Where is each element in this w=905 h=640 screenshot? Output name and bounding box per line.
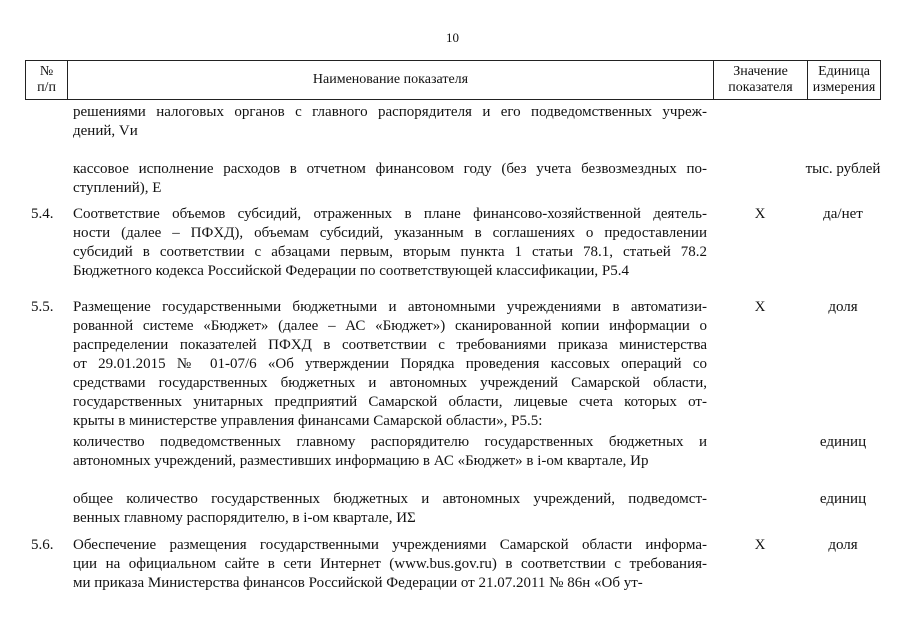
- row-name: [73, 160, 707, 198]
- row-unit: да/нет: [823, 206, 863, 222]
- indicators-table: [25, 60, 881, 591]
- row-name: [73, 433, 707, 471]
- row-value: Х: [754, 206, 766, 222]
- row-name-line: рованной системе «Бюджет» (далее – АС «Бюджет») сканированной копии информации о: [73, 318, 707, 334]
- row-name-line: общее количество государственных бюджетных и автономных учреждений, подведомст-: [73, 491, 707, 507]
- header-num: [26, 61, 68, 99]
- row-name: [73, 490, 707, 528]
- row-name-line: распределении показателей ПФХД в соответствии с требованиями приказа министерства: [73, 337, 707, 353]
- row-name: [73, 536, 707, 593]
- row-name-line: государственных унитарных предприятий Самарской области, лицевые счета которых от-: [73, 394, 707, 410]
- row-name-line: Обеспечение размещения государственными учреждениями Самарской области информа-: [73, 537, 707, 553]
- row-name-line: Соответствие объемов субсидий, отраженных в плане финансово-хозяйственной деятель-: [73, 206, 707, 222]
- row-name-line: ступлений), E: [73, 180, 162, 196]
- header-unit-line1: Единица: [818, 64, 870, 79]
- header-num-line1: №: [39, 64, 54, 79]
- row-unit: единиц: [819, 434, 867, 450]
- row-name-line: Бюджетного кодекса Российской Федерации по соответствующей классификации, P5.4: [73, 263, 630, 279]
- row-number: 5.4.: [31, 206, 54, 222]
- row-name: [73, 205, 707, 281]
- header-value-line2: показателя: [728, 80, 793, 95]
- row-name-line: субсидий в соответствии с абзацами первым, вторым пункта 1 статьи 78.1, статьей 78.2: [73, 244, 707, 260]
- row-name-line: решениями налоговых органов с главного распорядителя и его подведомственных учреж-: [73, 104, 707, 120]
- row-name-line: крыты в министерстве управления финансами Самарской области», P5.5:: [73, 413, 543, 429]
- row-unit: единиц: [819, 491, 867, 507]
- row-value: Х: [754, 537, 766, 553]
- row-name-line: ми приказа Министерства финансов Российской Федерации от 21.07.2011 № 86н «Об ут-: [73, 575, 643, 591]
- row-name-line: венных главному распорядителю, в i-ом квартале, ИΣ: [73, 510, 416, 526]
- row-name-line: автономных учреждений, разместивших информацию в АС «Бюджет» в i-ом квартале, Ир: [73, 453, 649, 469]
- row-name-line: от 29.01.2015 № 01-07/6 «Об утверждении Порядка проведения кассовых операций со: [73, 356, 707, 372]
- header-value: [714, 61, 808, 99]
- header-num-line2: п/п: [37, 80, 56, 95]
- row-name-line: кассовое исполнение расходов в отчетном финансовом году (без учета безвозмездных по-: [73, 161, 707, 177]
- row-name-line: средствами государственных бюджетных и автономных учреждений Самарской области,: [73, 375, 707, 391]
- row-number: 5.5.: [31, 299, 54, 315]
- row-name-line: количество подведомственных главному распорядителю государственных бюджетных и: [73, 434, 707, 450]
- row-unit: тыс. рублей: [805, 161, 881, 177]
- row-name-line: ции на официальном сайте в сети Интернет (www.bus.gov.ru) в соответствии с требования-: [73, 556, 707, 572]
- page-number: 10: [446, 30, 459, 45]
- row-unit: доля: [828, 299, 858, 315]
- header-name: Наименование показателя: [68, 61, 714, 99]
- row-name-line: ности (далее – ПФХД), объемам субсидий, указанным в соглашениях о предоставлении: [73, 225, 707, 241]
- row-value: Х: [754, 299, 766, 315]
- row-name: [73, 298, 707, 431]
- table-header: [25, 60, 881, 100]
- row-name-line: дений, Vи: [73, 123, 138, 139]
- header-unit: [808, 61, 880, 99]
- row-name: [73, 103, 707, 141]
- row-name-line: Размещение государственными бюджетными и автономными учреждениями в автоматизи-: [73, 299, 707, 315]
- row-unit: доля: [828, 537, 858, 553]
- row-number: 5.6.: [31, 537, 54, 553]
- header-value-line1: Значение: [733, 64, 788, 79]
- header-unit-line2: измерения: [812, 80, 876, 95]
